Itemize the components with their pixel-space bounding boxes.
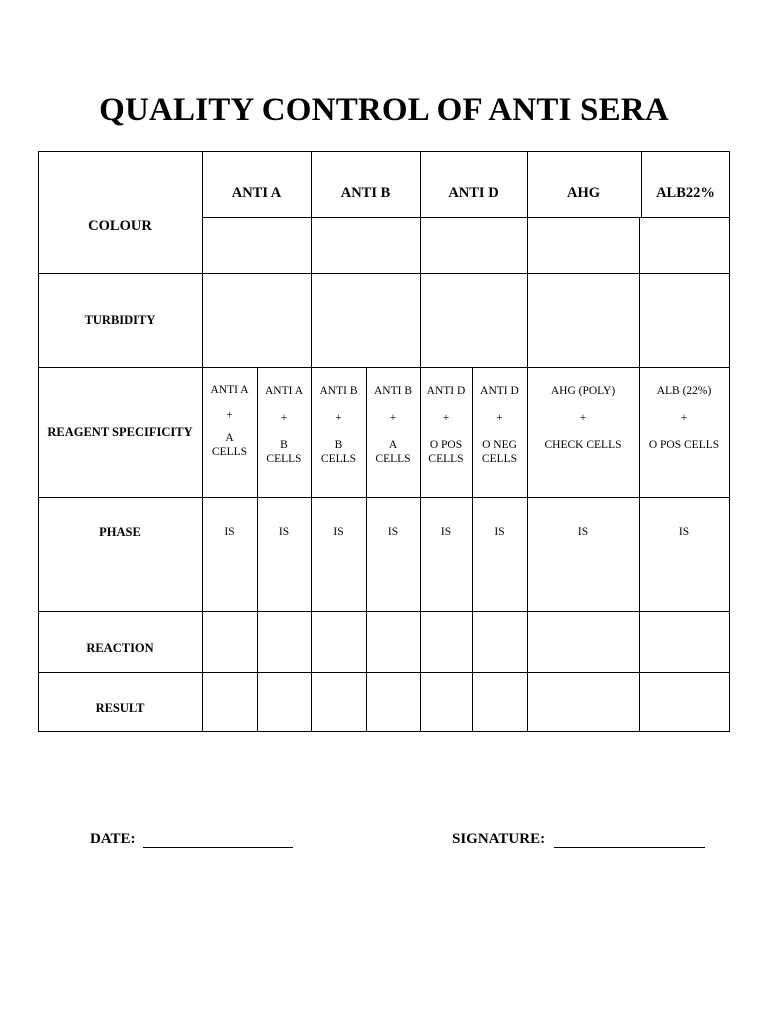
row-label-turbidity: TURBIDITY bbox=[84, 312, 156, 327]
specificity-cell-5 bbox=[420, 384, 472, 484]
specificity-plus: + bbox=[280, 412, 288, 425]
specificity-reagent: ALB (22%) bbox=[656, 385, 712, 397]
specificity-cells: B CELLS bbox=[266, 438, 302, 466]
row-label-colour: COLOUR bbox=[88, 218, 152, 234]
specificity-plus: + bbox=[442, 412, 450, 425]
specificity-plus: + bbox=[226, 409, 233, 422]
specificity-reagent: AHG (POLY) bbox=[550, 385, 616, 397]
specificity-reagent: ANTI D bbox=[480, 385, 519, 397]
date-label: DATE: bbox=[90, 831, 136, 847]
specificity-cells: A CELLS bbox=[375, 438, 411, 466]
date-blank-line[interactable] bbox=[143, 847, 293, 848]
table-border-right bbox=[729, 151, 730, 732]
qc-table bbox=[38, 151, 730, 732]
specificity-cell-2 bbox=[257, 384, 311, 484]
phase-value: IS bbox=[224, 526, 235, 538]
row-label-result: RESULT bbox=[95, 701, 145, 715]
specificity-plus: + bbox=[335, 412, 342, 425]
phase-value: IS bbox=[278, 526, 290, 538]
specificity-cell-7 bbox=[527, 384, 639, 484]
specificity-reagent: ANTI B bbox=[319, 385, 358, 397]
row-label-phase: PHASE bbox=[99, 524, 141, 539]
specificity-plus: + bbox=[389, 412, 397, 425]
specificity-cells: O POS CELLS bbox=[648, 438, 720, 451]
phase-value: IS bbox=[440, 526, 452, 538]
specificity-plus: + bbox=[579, 412, 587, 425]
column-header-anti-a: ANTI A bbox=[231, 184, 282, 201]
specificity-plus: + bbox=[496, 412, 503, 425]
specificity-reagent: ANTI A bbox=[264, 385, 303, 397]
specificity-cells: A CELLS bbox=[211, 431, 248, 459]
signature-label: SIGNATURE: bbox=[452, 831, 546, 847]
column-header-alb22: ALB22% bbox=[656, 184, 715, 201]
specificity-cell-6 bbox=[472, 384, 527, 484]
phase-value: IS bbox=[678, 526, 690, 538]
specificity-cells: B CELLS bbox=[320, 438, 357, 466]
specificity-cell-4 bbox=[366, 384, 420, 484]
row-label-reaction: REACTION bbox=[86, 640, 154, 655]
specificity-cells: CHECK CELLS bbox=[544, 438, 622, 451]
phase-value: IS bbox=[387, 526, 399, 538]
column-header-ahg: AHG bbox=[566, 184, 601, 201]
phase-value: IS bbox=[577, 526, 589, 538]
specificity-plus: + bbox=[680, 412, 688, 425]
specificity-cell-3 bbox=[311, 384, 366, 484]
page-title: QUALITY CONTROL OF ANTI SERA bbox=[99, 92, 669, 128]
specificity-cell-1 bbox=[202, 383, 257, 483]
specificity-reagent: ANTI A bbox=[210, 384, 249, 396]
specificity-reagent: ANTI D bbox=[426, 385, 466, 397]
specificity-cells: O NEG CELLS bbox=[481, 438, 518, 466]
specificity-reagent: ANTI B bbox=[373, 385, 412, 397]
column-header-anti-b: ANTI B bbox=[340, 184, 391, 201]
specificity-cells: O POS CELLS bbox=[428, 438, 464, 466]
column-header-anti-d: ANTI D bbox=[448, 184, 499, 201]
signature-blank-line[interactable] bbox=[554, 847, 705, 848]
row-label-reagent-specificity: REAGENT SPECIFICITY bbox=[47, 424, 193, 439]
specificity-cell-8 bbox=[639, 384, 729, 484]
phase-value: IS bbox=[333, 526, 344, 538]
phase-value: IS bbox=[494, 526, 505, 538]
